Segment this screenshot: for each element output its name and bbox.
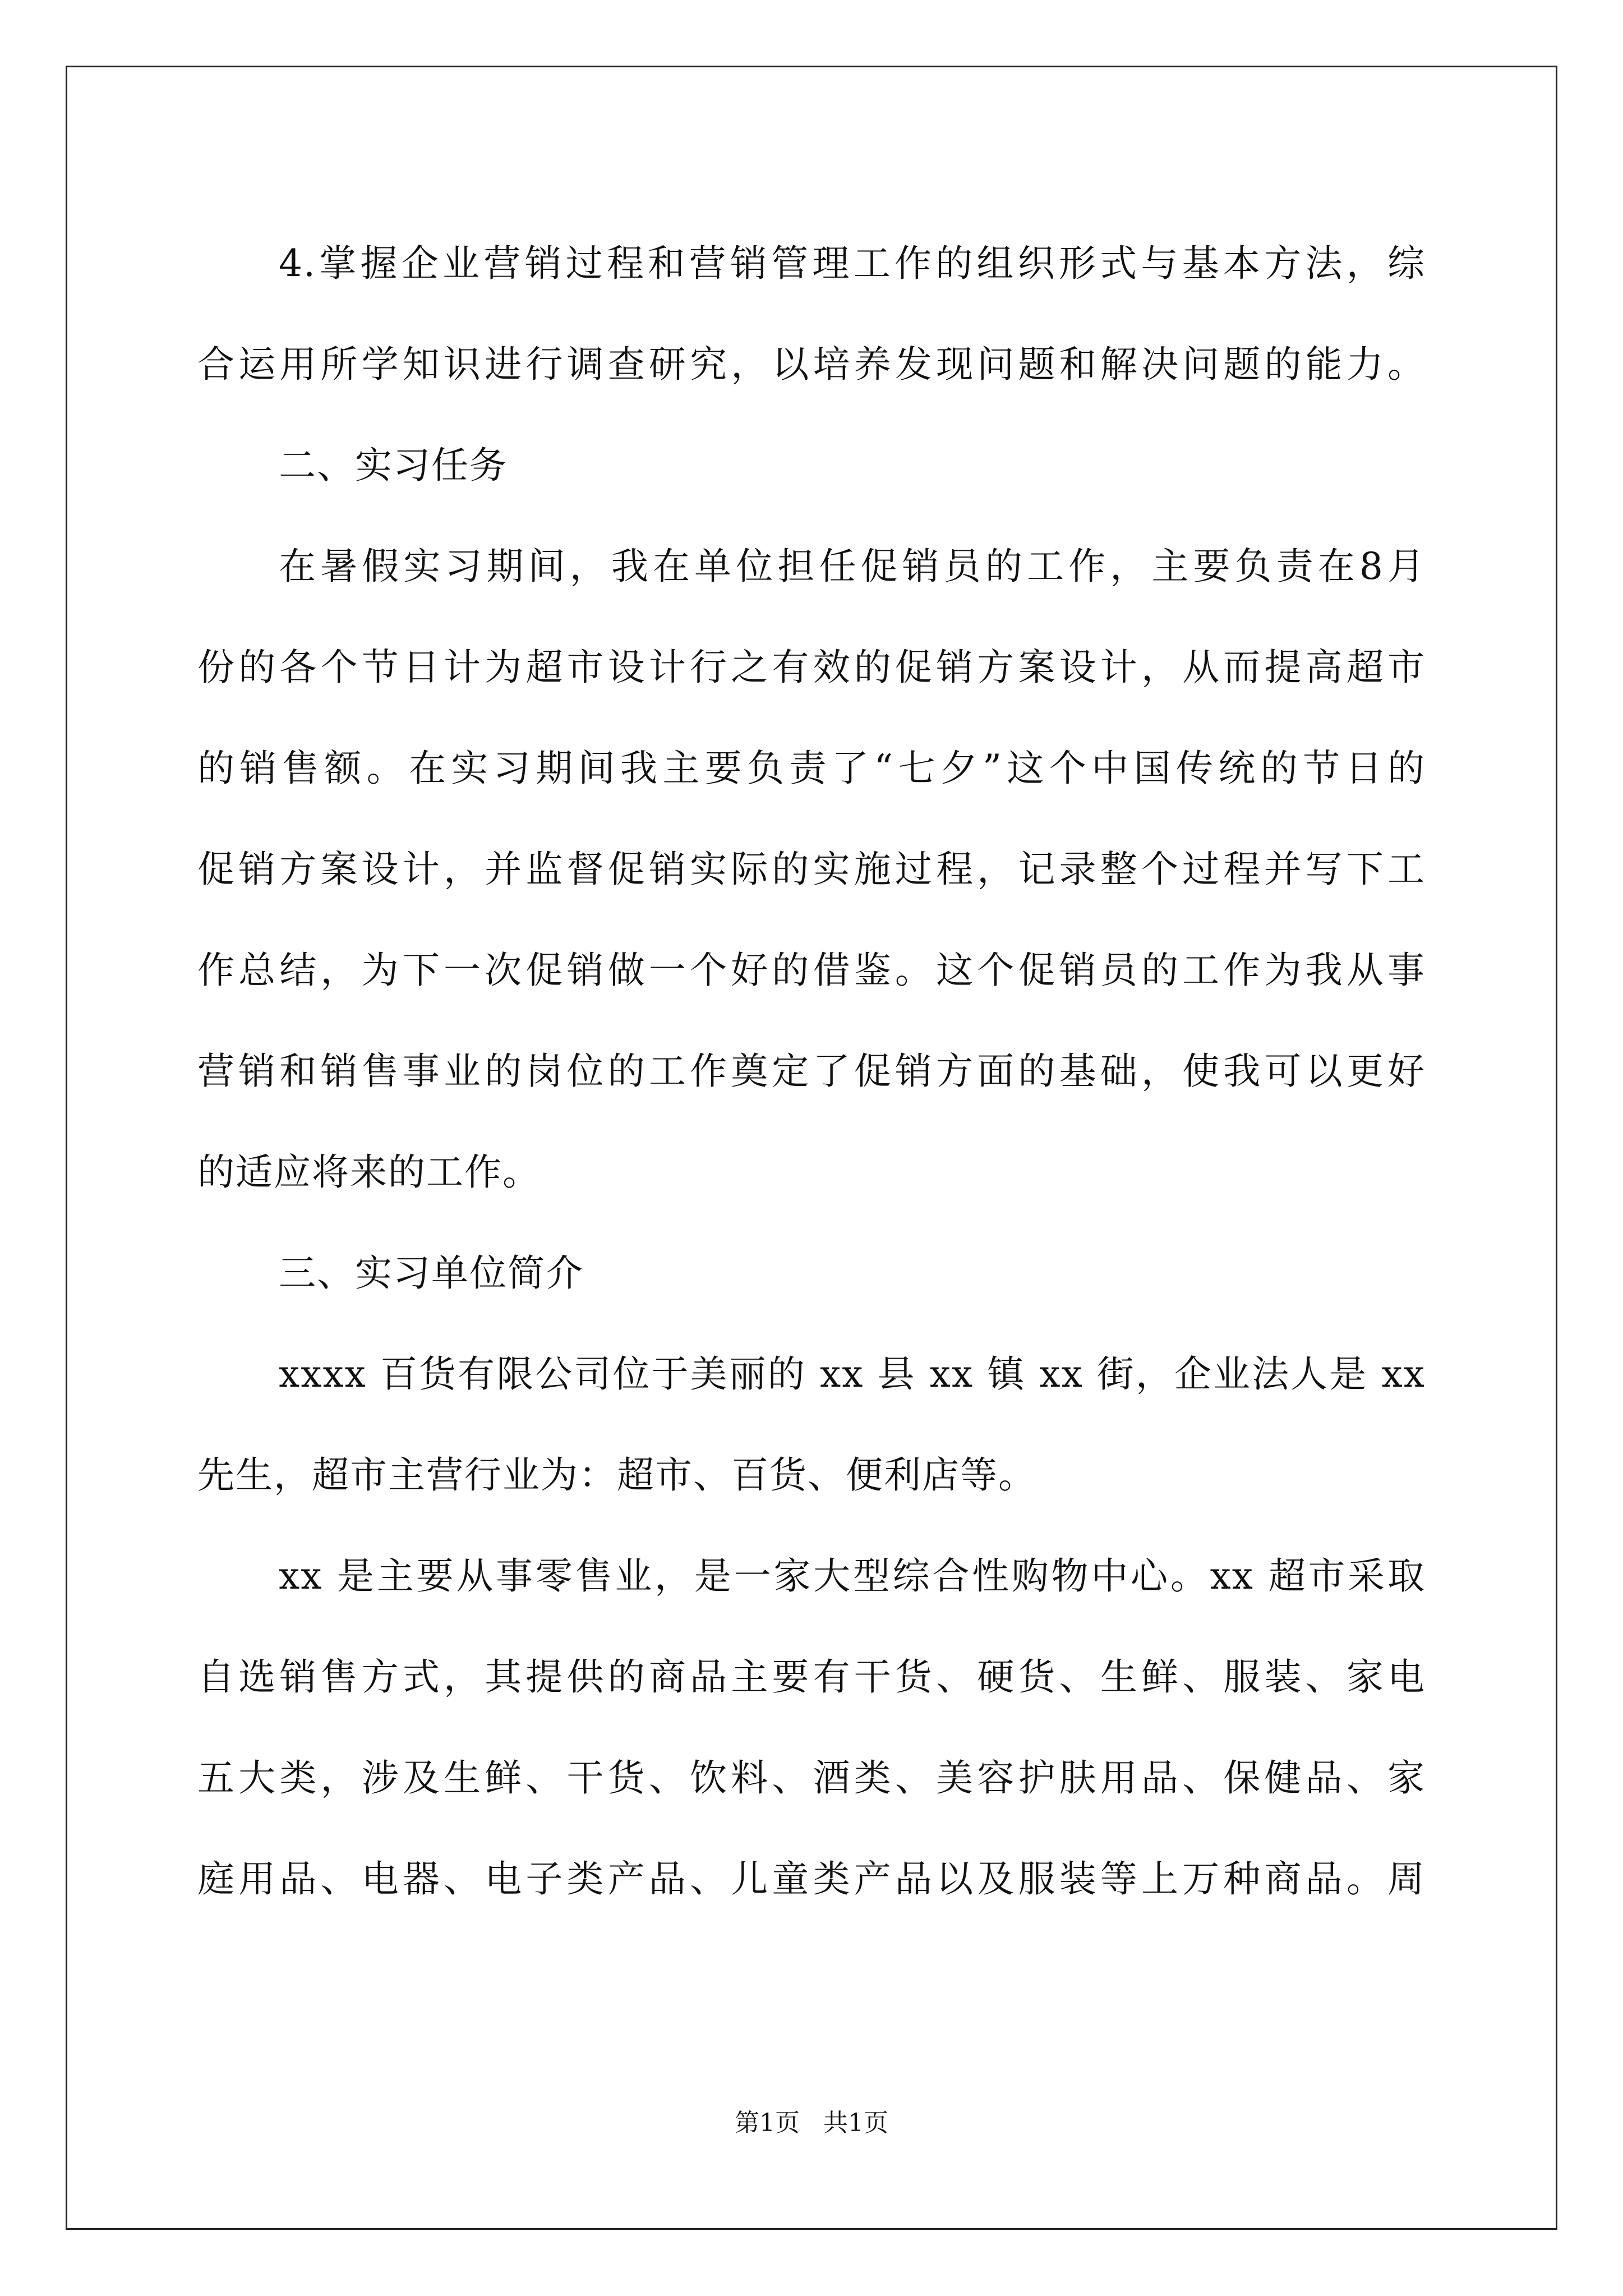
paragraph-line: 促销方案设计，并监督促销实际的实施过程，记录整个过程并写下工: [197, 848, 1426, 891]
paragraph-line: 合运用所学知识进行调查研究，以培养发现问题和解决问题的能力。: [197, 343, 1426, 386]
section-heading: 二、实习任务: [279, 444, 508, 487]
paragraph-line: 五大类，涉及生鲜、干货、饮料、酒类、美容护肤用品、保健品、家: [197, 1756, 1426, 1800]
paragraph-line: 在暑假实习期间，我在单位担任促销员的工作，主要负责在8月: [279, 545, 1426, 588]
paragraph-line: 先生，超市主营行业为：超市、百货、便利店等。: [197, 1453, 1036, 1497]
page-number-footer: 第1页 共1页: [735, 2109, 888, 2137]
document-body: [197, 213, 1426, 1930]
paragraph-line: 作总结，为下一次促销做一个好的借鉴。这个促销员的工作为我从事: [197, 949, 1426, 992]
paragraph-line: 4.掌握企业营销过程和营销管理工作的组织形式与基本方法，综: [279, 242, 1426, 285]
paragraph-line: 自选销售方式，其提供的商品主要有干货、硬货、生鲜、服装、家电: [197, 1655, 1426, 1699]
paragraph-line: xxxx 百货有限公司位于美丽的 xx 县 xx 镇 xx 街，企业法人是 xx: [279, 1352, 1426, 1396]
paragraph-line: xx 是主要从事零售业，是一家大型综合性购物中心。xx 超市采取: [279, 1554, 1426, 1598]
paragraph-line: 营销和销售事业的岗位的工作奠定了促销方面的基础，使我可以更好: [197, 1050, 1426, 1093]
paragraph-line: 份的各个节日计为超市设计行之有效的促销方案设计，从而提高超市: [197, 646, 1426, 689]
paragraph-line: 的销售额。在实习期间我主要负责了“七夕”这个中国传统的节日的: [197, 747, 1426, 790]
section-heading: 三、实习单位简介: [279, 1251, 584, 1295]
paragraph-line: 的适应将来的工作。: [197, 1151, 541, 1194]
paragraph-line: 庭用品、电器、电子类产品、儿童类产品以及服装等上万种商品。周: [197, 1857, 1426, 1901]
